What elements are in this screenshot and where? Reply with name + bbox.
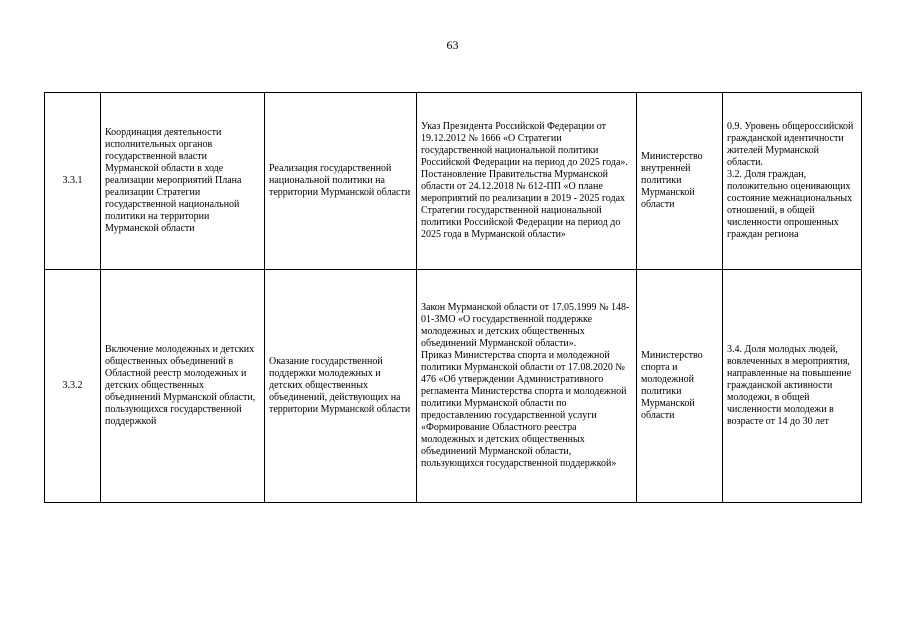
indicator-item: 3.2. Доля граждан, положительно оценивающих состояние межнациональных отношений, в общей численности опрошенных граждан региона <box>727 169 853 240</box>
legal-basis-cell <box>417 93 637 270</box>
table-row <box>45 270 862 503</box>
row-number-cell: 3.3.1 <box>45 93 101 270</box>
indicator-cell <box>723 93 862 270</box>
executor-cell: Министерство спорта и молодежной политики Мурманской области <box>637 270 723 503</box>
indicator-cell <box>723 270 862 503</box>
page-number: 63 <box>446 38 459 52</box>
executor-cell: Министерство внутренней политики Мурманской области <box>637 93 723 270</box>
legal-basis-item: Приказ Министерства спорта и молодежной политики Мурманской области от 17.08.2020 № 476 «Об утверждении Административного регламента Министерства спорта и молодежной политики Мурманской области по предоставлению государственной услуги «Формирование Областного реестра молодежных и детских общественных объединений Мурманской области, пользующихся государственной поддержкой» <box>421 350 627 469</box>
direction-cell: Реализация государственной национальной политики на территории Мурманской области <box>265 93 417 270</box>
legal-basis-item: Указ Президента Российской Федерации от 19.12.2012 № 1666 «О Стратегии государственной национальной политики Российской Федерации на период до 2025 года». <box>421 121 628 168</box>
legal-basis-item: Постановление Правительства Мурманской области от 24.12.2018 № 612-ПП «О плане мероприятий по реализации в 2019 - 2025 годах Стратегии государственной национальной политики Российской Федерации на период до 2025 года в Мурманской области» <box>421 169 626 240</box>
indicator-item: 3.4. Доля молодых людей, вовлеченных в мероприятия, направленные на повышение гражданской активности молодежи, в общей численности молодежи в возрасте от 14 до 30 лет <box>727 344 852 427</box>
table-row <box>45 93 862 270</box>
legal-basis-cell <box>417 270 637 503</box>
indicator-item: 0.9. Уровень общероссийской гражданской идентичности жителей Мурманской области. <box>727 121 854 168</box>
row-number-cell: 3.3.2 <box>45 270 101 503</box>
action-cell: Включение молодежных и детских общественных объединений в Областной реестр молодежных и детских общественных объединений Мурманской области, пользующихся государственной поддержкой <box>101 270 265 503</box>
action-cell: Координация деятельности исполнительных органов государственной власти Мурманской области в ходе реализации мероприятий Плана реализации Стратегии государственной национальной политики на территории Мурманской области <box>101 93 265 270</box>
direction-cell: Оказание государственной поддержки молодежных и детских общественных объединений, действующих на территории Мурманской области <box>265 270 417 503</box>
measures-table <box>44 92 862 503</box>
legal-basis-item: Закон Мурманской области от 17.05.1999 № 148-01-ЗМО «О государственной поддержке молодежных и детских общественных объединений Мурманской области». <box>421 302 630 349</box>
